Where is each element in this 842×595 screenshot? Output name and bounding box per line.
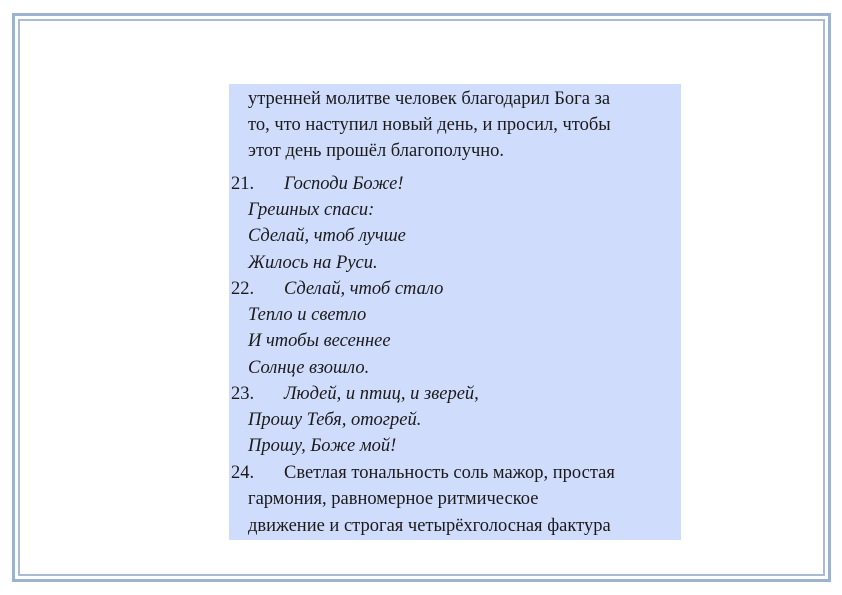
body-line: гармония, равномерное ритмическое xyxy=(248,489,539,509)
item-number: 24. xyxy=(231,463,255,483)
item-first-line: Господи Боже! xyxy=(284,174,404,194)
item-number: 22. xyxy=(231,279,255,299)
item-first-line: Сделай, чтоб стало xyxy=(284,279,444,299)
item-first-line: Людей, и птиц, и зверей, xyxy=(284,384,479,404)
verse-line: Тепло и светло xyxy=(248,305,367,325)
verse-line: Грешных спаси: xyxy=(248,200,375,220)
item-number: 21. xyxy=(231,174,255,194)
item-first-line: Светлая тональность соль мажор, простая xyxy=(284,463,615,483)
verse-line: Прошу Тебя, отогрей. xyxy=(248,410,422,430)
verse-line: Солнце взошло. xyxy=(248,358,370,378)
verse-line: И чтобы весеннее xyxy=(248,331,391,351)
verse-line: Жилось на Руси. xyxy=(248,253,378,273)
verse-line: Прошу, Боже мой! xyxy=(248,436,397,456)
intro-line: утренней молитве человек благодарил Бога за xyxy=(248,89,611,109)
item-number: 23. xyxy=(231,384,255,404)
body-line: движение и строгая четырёхголосная фактура xyxy=(248,516,611,536)
text-box xyxy=(229,84,681,540)
verse-line: Сделай, чтоб лучше xyxy=(248,226,406,246)
intro-line: то, что наступил новый день, и просил, чтобы xyxy=(248,115,611,135)
intro-line: этот день прошёл благополучно. xyxy=(248,141,505,161)
